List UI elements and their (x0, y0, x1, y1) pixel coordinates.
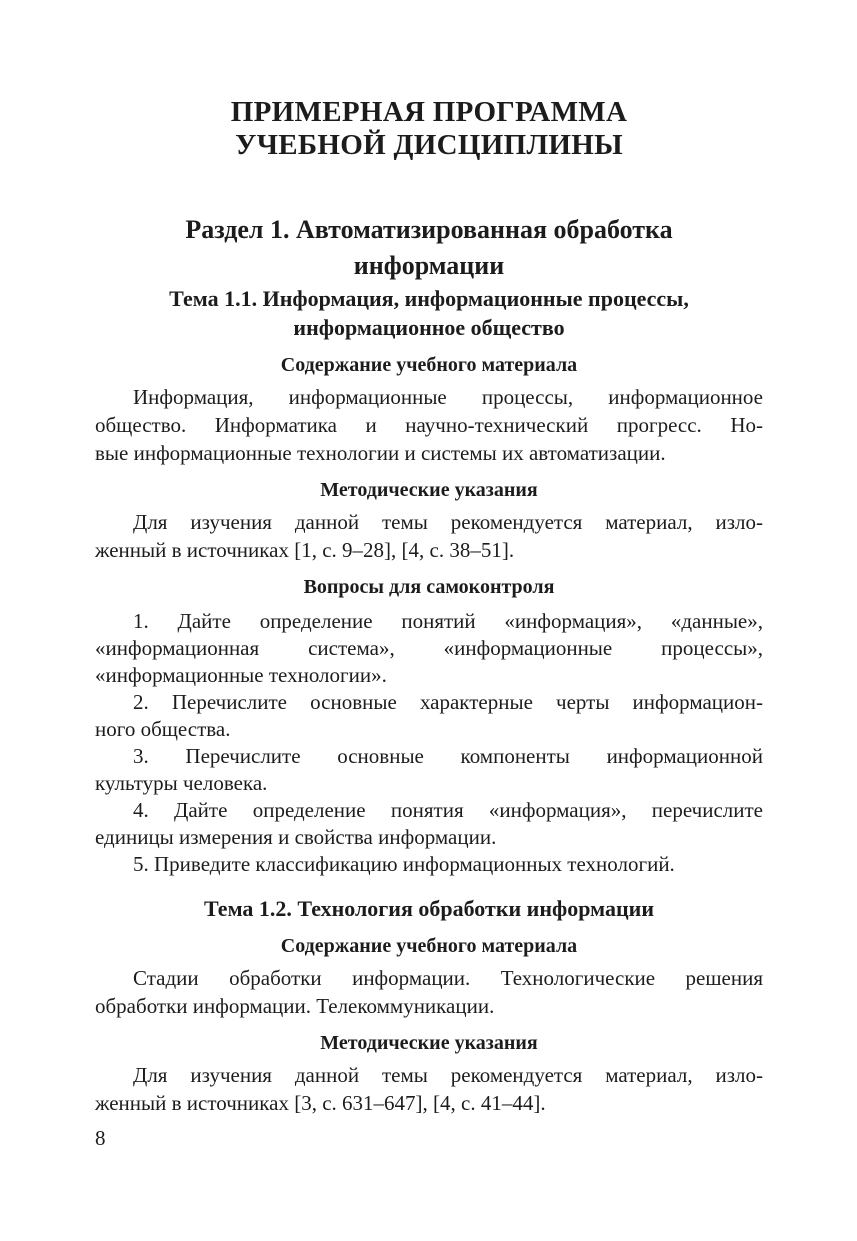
text-line: женный в источниках [3, с. 631–647], [4, с. 41–44]. (95, 1091, 546, 1115)
subheading-course-content (95, 352, 763, 378)
section-1-heading (95, 212, 763, 284)
question-4 (95, 797, 763, 851)
theme-1-2-guidelines-paragraph (95, 1061, 763, 1117)
text-line: Вопросы для самоконтроля (303, 576, 555, 598)
theme-1-1-content-paragraph (95, 383, 763, 467)
text-line: 1. Дайте определение понятий «информация», «данные», (133, 609, 763, 633)
text-line: ПРИМЕРНАЯ ПРОГРАММА (230, 96, 628, 128)
text-line: Информация, информационные процессы, информационное (133, 385, 763, 409)
subheading-method-guidelines-2 (95, 1030, 763, 1056)
text-line: 2. Перечислите основные характерные черты информацион- (133, 690, 763, 714)
question-2 (95, 689, 763, 743)
text-line: Методические указания (320, 1032, 538, 1054)
theme-1-1-guidelines-paragraph (95, 508, 763, 564)
text-line: Раздел 1. Автоматизированная обработка (185, 215, 673, 244)
text-line: вые информационные технологии и системы их автоматизации. (95, 441, 666, 465)
theme-1-1-heading (95, 284, 763, 342)
text-line: ного общества. (95, 717, 231, 741)
text-line: Методические указания (320, 479, 538, 501)
text-line: УЧЕБНОЙ ДИСЦИПЛИНЫ (235, 129, 623, 161)
text-line: единицы измерения и свойства информации. (95, 825, 497, 849)
text-line: информации (353, 251, 505, 280)
text-line: Стадии обработки информации. Технологические решения (133, 966, 763, 990)
text-line: общество. Информатика и научно-технический прогресс. Но- (95, 413, 763, 437)
text-line: Содержание учебного материала (280, 935, 578, 957)
theme-1-2-content-paragraph (95, 964, 763, 1020)
text-line: Для изучения данной темы рекомендуется материал, изло- (133, 1063, 763, 1087)
text-line: 4. Дайте определение понятия «информация», перечислите (133, 798, 763, 822)
text-line: 3. Перечислите основные компоненты информационной (133, 744, 763, 768)
question-3 (95, 743, 763, 797)
text-line: культуры человека. (95, 771, 268, 795)
page-content (95, 0, 763, 1117)
text-line: обработки информации. Телекоммуникации. (95, 994, 495, 1018)
text-line: информационное общество (293, 315, 565, 340)
question-1 (95, 608, 763, 689)
subheading-method-guidelines (95, 477, 763, 503)
text-line: «информационная система», «информационные процессы», (95, 636, 763, 660)
question-5 (95, 851, 763, 878)
theme-1-2-heading (95, 894, 763, 923)
text-line: 5. Приведите классификацию информационных технологий. (133, 852, 675, 876)
text-line: Тема 1.2. Технология обработки информации (203, 896, 655, 921)
page-number: 8 (95, 1126, 106, 1150)
text-line: «информационные технологии». (95, 663, 387, 687)
text-line: Тема 1.1. Информация, информационные процессы, (169, 286, 689, 311)
subheading-course-content-2 (95, 933, 763, 959)
text-line: женный в источниках [1, с. 9–28], [4, с. 38–51]. (95, 538, 515, 562)
text-line: Для изучения данной темы рекомендуется материал, изло- (133, 510, 763, 534)
text-line: Содержание учебного материала (280, 354, 578, 376)
subheading-self-check-questions (95, 574, 763, 600)
document-title (95, 96, 763, 162)
